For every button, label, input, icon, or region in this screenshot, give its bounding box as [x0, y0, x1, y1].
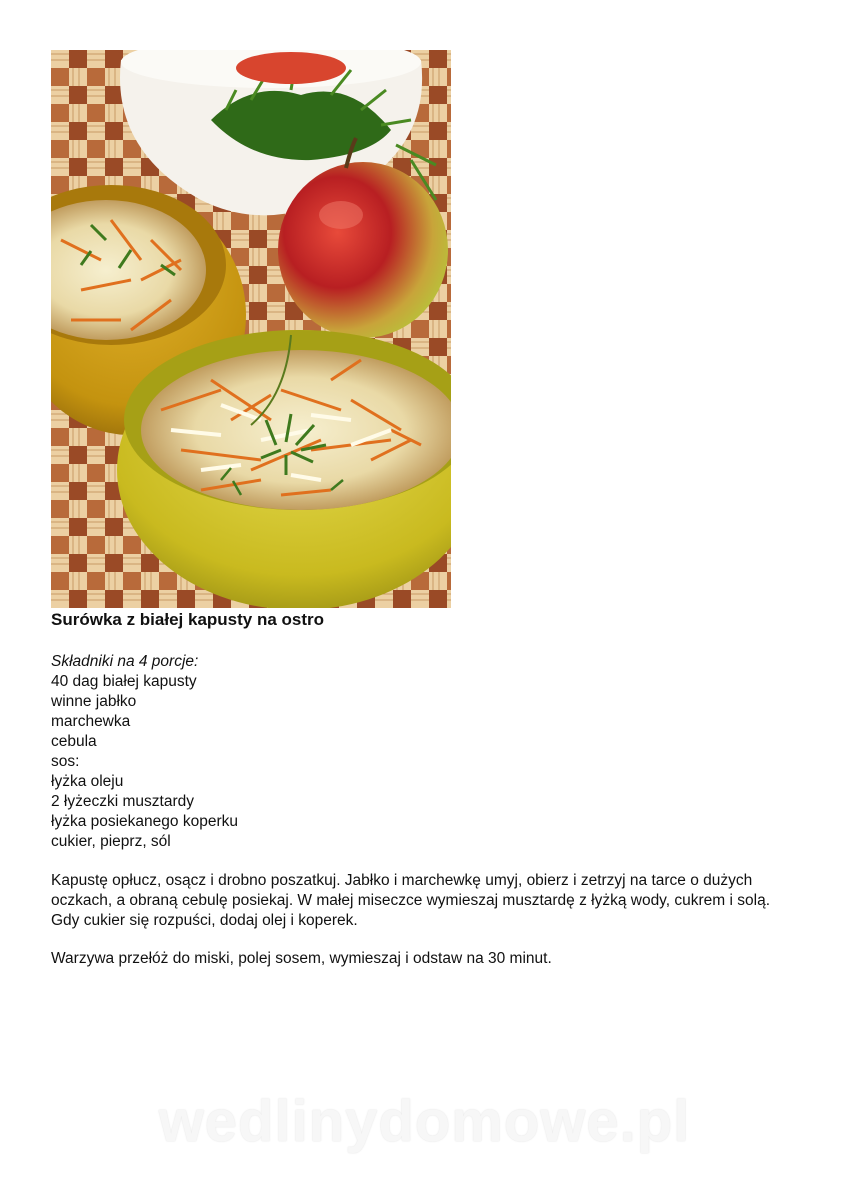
- ingredient-item: łyżka posiekanego koperku: [51, 813, 238, 830]
- watermark: wedlinydomowe.pl: [158, 1089, 691, 1154]
- ingredient-item: 2 łyżeczki musztardy: [51, 793, 194, 810]
- recipe-title: Surówka z białej kapusty na ostro: [51, 610, 325, 629]
- ingredient-item: winne jabłko: [51, 693, 137, 710]
- ingredient-item: cukier, pieprz, sól: [51, 833, 171, 850]
- ingredient-item: łyżka oleju: [51, 773, 124, 790]
- ingredient-item: marchewka: [51, 713, 131, 730]
- ingredient-item: sos:: [51, 753, 80, 770]
- instructions-paragraph: Kapustę opłucz, osącz i drobno poszatkuj. Jabłko i marchewkę umyj, obierz i zetrzyj na tarce o dużych oczkach, a obraną cebulę posiekaj. W małej miseczce wymieszaj musztardę z łyżką wody, cukrem i solą. Gdy cukier się rozpuści, dodaj olej i koperek.: [51, 872, 771, 929]
- ingredients-section: [51, 652, 238, 852]
- salad-photo: [51, 50, 451, 608]
- ingredient-item: 40 dag białej kapusty: [51, 673, 197, 690]
- instructions-paragraph: Warzywa przełóż do miski, polej sosem, wymieszaj i odstaw na 30 minut.: [51, 950, 552, 967]
- ingredients-heading: Składniki na 4 porcje:: [51, 653, 199, 670]
- ingredients-list: [51, 672, 238, 852]
- ingredient-item: cebula: [51, 733, 97, 750]
- salad-bowls-photo-icon: [51, 50, 451, 608]
